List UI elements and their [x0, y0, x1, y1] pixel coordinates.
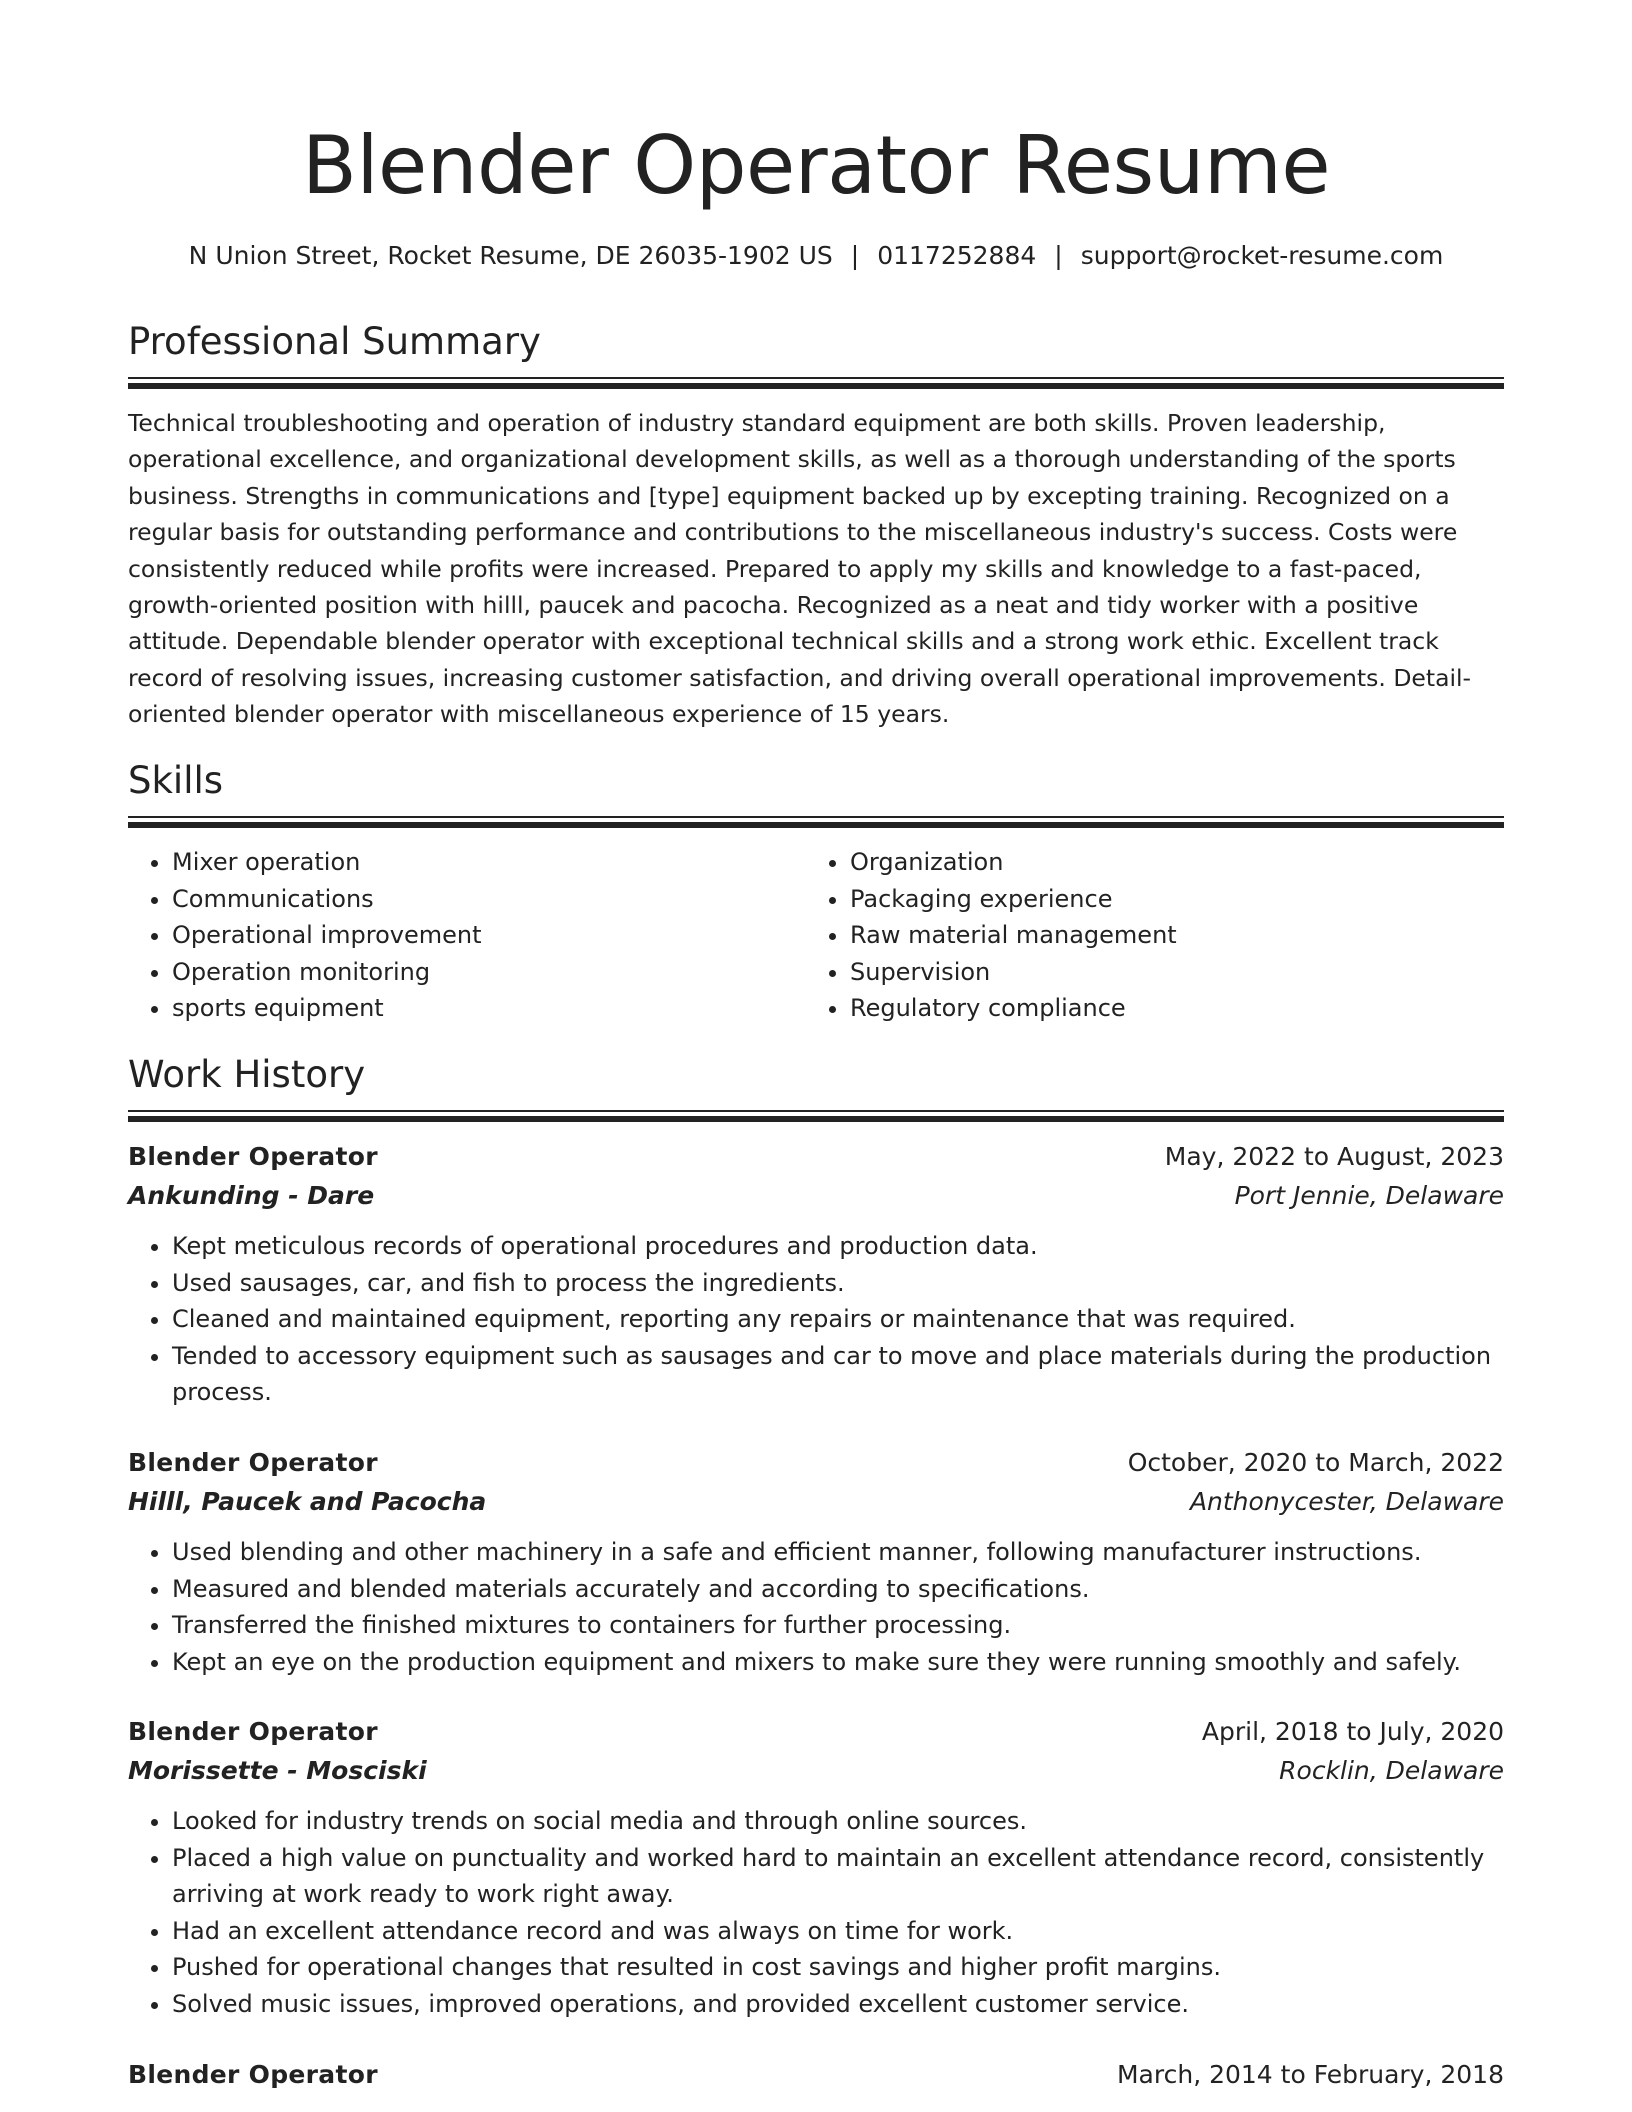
job-dates: April, 2018 to July, 2020 [1201, 1717, 1504, 1746]
job-dates: March, 2014 to February, 2018 [1116, 2060, 1504, 2089]
job-bullets [128, 1803, 1504, 2022]
job-bullet: • Kept an eye on the production equipment and mixers to make sure they were running smoothly and safely. [172, 1644, 1504, 1681]
contact-email: support@rocket-resume.com [1080, 241, 1444, 270]
job-bullet: • Transferred the finished mixtures to containers for further processing. [172, 1607, 1504, 1644]
skill-item: • Raw material management [850, 917, 1484, 954]
skill-item: • Regulatory compliance [850, 990, 1484, 1027]
job-location: Port Jennie, Delaware [1234, 1181, 1504, 1210]
job-company: Ankunding - Dare [128, 1181, 375, 1210]
job-bullet: • Kept meticulous records of operational procedures and production data. [172, 1228, 1504, 1265]
work-section [128, 1051, 1504, 1124]
job-bullet: • Cleaned and maintained equipment, reporting any repairs or maintenance that was required. [172, 1301, 1504, 1338]
summary-text: Technical troubleshooting and operation of industry standard equipment are both skills. Proven leadership, operational excellence, and organizational development skills, as well as a thorough understanding of the sports business. Strengths in communications and [type] equipment backed up by excepting training. Recognized on a regular basis for outstanding performance and contributions to the miscellaneous industry's success. Costs were consistently reduced while profits were increased. Prepared to apply my skills and knowledge to a fast-paced, growth-oriented position with hilll, paucek and pacocha. Recognized as a neat and tidy worker with a positive attitude. Dependable blender operator with exceptional technical skills and a strong work ethic. Excellent track record of resolving issues, increasing customer satisfaction, and driving overall operational improvements. Detail-oriented blender operator with miscellaneous experience of 15 years. [128, 409, 1472, 729]
section-divider [128, 377, 1504, 391]
job-bullet: • Measured and blended materials accurately and according to specifications. [172, 1571, 1504, 1608]
job-entry [128, 1138, 1504, 1411]
skills-heading: Skills [128, 759, 224, 802]
skill-item: • sports equipment [172, 990, 806, 1027]
job-company: Hilll, Paucek and Pacocha [128, 1487, 487, 1516]
job-entry [128, 1713, 1504, 2022]
contact-separator: | [850, 241, 860, 270]
job-entry [128, 2056, 1504, 2094]
job-company: Morissette - Mosciski [128, 1756, 427, 1785]
work-heading: Work History [128, 1053, 366, 1096]
skills-list-left [128, 844, 806, 1027]
skills-list-right [806, 844, 1484, 1027]
section-divider [128, 816, 1504, 830]
contact-separator: | [1054, 241, 1063, 270]
job-bullet: • Tended to accessory equipment such as sausages and car to move and place materials during the production process. [172, 1338, 1504, 1411]
skills-columns [128, 844, 1504, 1027]
job-bullets [128, 1228, 1504, 1411]
job-bullet: • Had an excellent attendance record and was always on time for work. [172, 1913, 1504, 1950]
job-bullet: • Pushed for operational changes that resulted in cost savings and higher profit margins. [172, 1949, 1504, 1986]
job-bullet: • Used blending and other machinery in a safe and efficient manner, following manufacturer instructions. [172, 1534, 1504, 1571]
skill-item: • Operational improvement [172, 917, 806, 954]
job-title: Blender Operator [128, 1448, 378, 1477]
skill-item: • Packaging experience [850, 881, 1484, 918]
job-dates: October, 2020 to March, 2022 [1127, 1448, 1504, 1477]
job-title: Blender Operator [128, 1142, 378, 1171]
skill-item: • Operation monitoring [172, 954, 806, 991]
job-entry [128, 1444, 1504, 1680]
job-bullet: • Used sausages, car, and fish to process the ingredients. [172, 1265, 1504, 1302]
job-bullet: • Looked for industry trends on social media and through online sources. [172, 1803, 1504, 1840]
contact-line [0, 238, 1632, 274]
section-divider [128, 1110, 1504, 1124]
summary-section [128, 318, 1504, 733]
summary-heading: Professional Summary [128, 320, 541, 363]
skill-item: • Communications [172, 881, 806, 918]
job-bullet: • Placed a high value on punctuality and worked hard to maintain an excellent attendance record, consistently arriving at work ready to work right away. [172, 1840, 1504, 1913]
contact-phone: 0117252884 [877, 241, 1037, 270]
job-bullet: • Solved music issues, improved operations, and provided excellent customer service. [172, 1986, 1504, 2023]
job-location: Anthonycester, Delaware [1189, 1487, 1504, 1516]
job-title: Blender Operator [128, 2060, 378, 2089]
job-dates: May, 2022 to August, 2023 [1164, 1142, 1504, 1171]
contact-address: N Union Street, Rocket Resume, DE 26035-1902 US [188, 241, 833, 270]
skill-item: • Supervision [850, 954, 1484, 991]
skill-item: • Mixer operation [172, 844, 806, 881]
job-title: Blender Operator [128, 1717, 378, 1746]
resume-title: Blender Operator Resume [301, 119, 1331, 212]
job-location: Rocklin, Delaware [1279, 1756, 1504, 1785]
skill-item: • Organization [850, 844, 1484, 881]
skills-section [128, 757, 1504, 1027]
job-bullets [128, 1534, 1504, 1680]
